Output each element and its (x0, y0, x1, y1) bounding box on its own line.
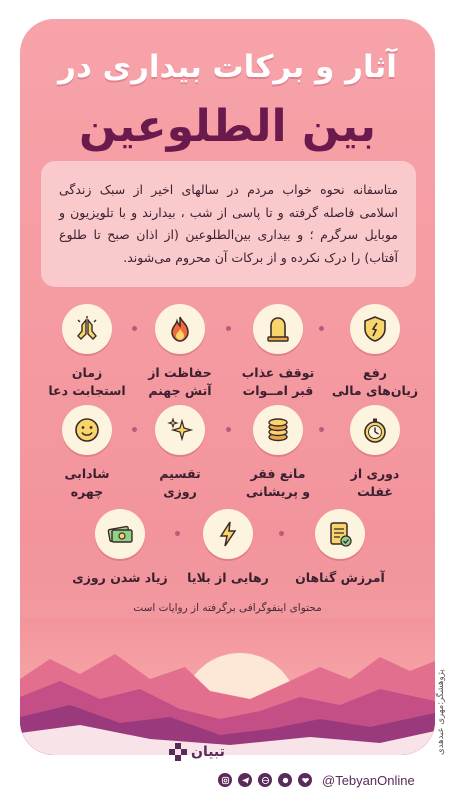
benefit-item (226, 304, 330, 400)
benefit-item (288, 509, 392, 587)
benefit-label: تقسیم روزی (159, 466, 201, 499)
benefit-label: شادابی چهره (64, 466, 110, 499)
praying-hands-icon (62, 304, 112, 354)
benefit-label: زمان استجابت دعا (48, 365, 126, 398)
tebyan-logo (168, 742, 225, 762)
benefit-item (35, 304, 139, 400)
infographic-card (20, 19, 435, 755)
document-check-icon (315, 509, 365, 559)
benefit-item (128, 405, 232, 501)
benefit-label: آمرزش گناهان (295, 570, 385, 585)
benefit-label: حفاظت از آتش جهنم (148, 365, 212, 398)
sparkles-icon (155, 405, 205, 455)
coins-icon (253, 405, 303, 455)
title-line-1: آثار و برکات بیداری در (58, 49, 397, 85)
benefit-item (323, 405, 427, 501)
footer-social (218, 768, 415, 792)
mountain-landscape (20, 619, 435, 755)
benefit-label: زیاد شدن روزی (72, 570, 168, 585)
flame-icon (155, 304, 205, 354)
benefit-label: رفع زیان‌های مالی (331, 365, 419, 398)
benefit-item (176, 509, 280, 587)
author-credit: پژوهشگر:مهری عبدهدی (436, 669, 446, 755)
heart-icon[interactable] (298, 773, 312, 787)
benefit-item (35, 405, 139, 501)
benefit-item (68, 509, 172, 587)
source-note: محتوای اینفوگرافی برگرفته از روایات است (133, 602, 322, 614)
lightning-icon (203, 509, 253, 559)
smiley-icon (62, 405, 112, 455)
tebyan-logo-mark-icon (168, 742, 188, 762)
gravestone-icon (253, 304, 303, 354)
benefit-item (323, 304, 427, 400)
stopwatch-icon (350, 405, 400, 455)
messenger-icon[interactable] (278, 773, 292, 787)
web-icon[interactable] (258, 773, 272, 787)
title-line-2: بین الطلوعین (78, 101, 377, 152)
shield-icon (350, 304, 400, 354)
money-icon (95, 509, 145, 559)
telegram-icon[interactable] (238, 773, 252, 787)
logo-text: تبیان (191, 744, 225, 760)
instagram-icon[interactable] (218, 773, 232, 787)
benefit-item (226, 405, 330, 501)
benefit-label: رهایی از بلایا (187, 570, 269, 585)
intro-text: متاسفانه نحوه خواب مردم در سالهای اخیر از سبک زندگی اسلامی فاصله گرفته و تا پاسی از شب ، بیدارند و با تلویزیون و موبایل سرگرم ؛ و بیداری بین‌الطلوعین (از اذان صبح تا طلوع آفتاب) را درک نکرده و از برکات آن محروم می‌شوند. (41, 161, 416, 287)
benefit-label: مانع فقر و پریشانی (245, 466, 311, 499)
social-handle: @TebyanOnline (322, 772, 415, 788)
benefit-item (128, 304, 232, 400)
benefit-label: دوری از غفلت (350, 466, 400, 499)
benefit-label: توقف عذاب قبر امــوات (241, 365, 315, 398)
separator-dot (175, 531, 180, 536)
